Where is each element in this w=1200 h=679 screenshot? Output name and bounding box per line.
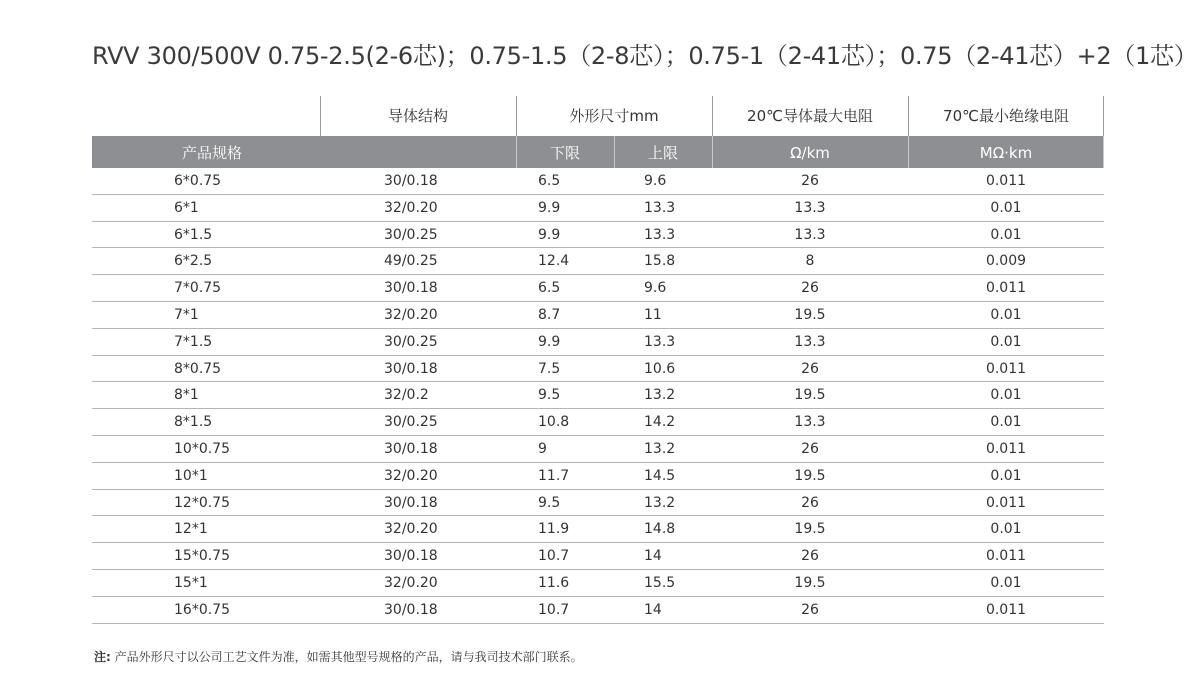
table-row <box>92 597 1104 624</box>
cell-r20: 13.3 <box>794 333 826 350</box>
cell-upper: 13.2 <box>644 440 676 457</box>
cell-lower: 11.7 <box>538 467 570 484</box>
cell-lower: 7.5 <box>538 360 561 377</box>
cell-spec: 10*0.75 <box>174 440 230 457</box>
cell-r20: 26 <box>801 173 819 189</box>
cell-spec: 15*1 <box>174 574 208 591</box>
cell-r20: 26 <box>801 601 819 618</box>
cell-spec: 8*0.75 <box>174 360 222 377</box>
table-row <box>92 570 1104 597</box>
cell-spec: 6*0.75 <box>174 173 222 189</box>
cell-spec: 6*1 <box>174 199 199 216</box>
table-row <box>92 490 1104 517</box>
cell-upper: 13.2 <box>644 387 676 404</box>
cell-lower: 10.7 <box>538 548 570 565</box>
cell-r20: 26 <box>801 494 819 511</box>
cell-r20: 19.5 <box>794 306 826 323</box>
table-row <box>92 329 1104 356</box>
table-header-bar <box>92 136 1104 168</box>
cell-upper: 14.2 <box>644 414 676 431</box>
cell-r70: 0.011 <box>985 360 1027 377</box>
header-dimension: 外形尺寸mm <box>569 107 659 125</box>
cell-r20: 13.3 <box>794 414 826 431</box>
cell-r20: 13.3 <box>794 199 826 216</box>
cell-upper: 13.2 <box>644 494 676 511</box>
cell-conductor: 30/0.25 <box>384 226 438 243</box>
cell-spec: 6*1.5 <box>174 226 213 243</box>
spec-table <box>92 96 1104 624</box>
cell-r70: 0.01 <box>990 333 1022 350</box>
table-row <box>92 356 1104 383</box>
cell-conductor: 30/0.18 <box>384 440 438 457</box>
table-row <box>92 302 1104 329</box>
cell-spec: 7*0.75 <box>174 280 222 297</box>
cell-r70: 0.01 <box>990 414 1022 431</box>
header-unit-mohm: MΩ·km <box>979 144 1033 162</box>
cell-r70: 0.01 <box>990 199 1022 216</box>
cell-conductor: 30/0.25 <box>384 414 438 431</box>
cell-lower: 9.5 <box>538 494 561 511</box>
header-unit-ohm: Ω/km <box>790 144 830 162</box>
cell-r70: 0.01 <box>990 521 1022 538</box>
cell-r20: 26 <box>801 548 819 565</box>
cell-upper: 15.8 <box>644 253 676 270</box>
header-upper: 上限 <box>647 144 678 162</box>
footnote <box>94 648 583 665</box>
cell-conductor: 30/0.18 <box>384 494 438 511</box>
cell-spec: 8*1.5 <box>174 414 213 431</box>
table-row <box>92 195 1104 222</box>
cell-conductor: 32/0.20 <box>384 521 438 538</box>
cell-conductor: 30/0.18 <box>384 280 438 297</box>
cell-upper: 14 <box>644 601 662 618</box>
cell-lower: 6.5 <box>538 173 561 189</box>
cell-r70: 0.01 <box>990 574 1022 591</box>
cell-r70: 0.009 <box>985 253 1027 270</box>
cell-upper: 14.5 <box>644 467 676 484</box>
table-header-top <box>92 96 1104 136</box>
table-row <box>92 543 1104 570</box>
cell-upper: 14.8 <box>644 521 676 538</box>
table-row <box>92 409 1104 436</box>
table-row <box>92 382 1104 409</box>
cell-r20: 19.5 <box>794 467 826 484</box>
cell-lower: 11.6 <box>538 574 570 591</box>
cell-r70: 0.011 <box>985 440 1027 457</box>
cell-conductor: 49/0.25 <box>384 253 438 270</box>
cell-r20: 13.3 <box>794 226 826 243</box>
cell-r20: 19.5 <box>794 387 826 404</box>
header-spec: 产品规格 <box>181 144 242 162</box>
cell-r70: 0.011 <box>985 280 1027 297</box>
cell-r70: 0.011 <box>985 173 1027 189</box>
table-row <box>92 275 1104 302</box>
cell-lower: 11.9 <box>538 521 570 538</box>
cell-conductor: 32/0.2 <box>384 387 429 404</box>
cell-upper: 14 <box>644 548 662 565</box>
cell-spec: 7*1.5 <box>174 333 213 350</box>
table-row <box>92 463 1104 490</box>
cell-r70: 0.01 <box>990 387 1022 404</box>
cell-r70: 0.011 <box>985 494 1027 511</box>
cell-r20: 26 <box>801 440 819 457</box>
cell-r20: 26 <box>801 360 819 377</box>
cell-spec: 15*0.75 <box>174 548 230 565</box>
cell-lower: 8.7 <box>538 306 561 323</box>
cell-upper: 15.5 <box>644 574 676 591</box>
cell-r20: 8 <box>805 253 815 270</box>
table-row <box>92 516 1104 543</box>
cell-spec: 12*1 <box>174 521 208 538</box>
table-row <box>92 168 1104 195</box>
footnote-text: 产品外形尺寸以公司工艺文件为准，如需其他型号规格的产品，请与我司技术部门联系。 <box>114 650 583 664</box>
cell-spec: 16*0.75 <box>174 601 230 618</box>
cell-lower: 10.7 <box>538 601 570 618</box>
table-row <box>92 436 1104 463</box>
cell-r70: 0.011 <box>985 601 1027 618</box>
cell-upper: 13.3 <box>644 199 676 216</box>
cell-conductor: 30/0.18 <box>384 360 438 377</box>
cell-lower: 6.5 <box>538 280 561 297</box>
table-row <box>92 248 1104 275</box>
cell-conductor: 32/0.20 <box>384 306 438 323</box>
cell-r70: 0.01 <box>990 467 1022 484</box>
cell-r70: 0.01 <box>990 226 1022 243</box>
table-body <box>92 168 1104 624</box>
cell-lower: 10.8 <box>538 414 570 431</box>
cell-spec: 8*1 <box>174 387 199 404</box>
cell-conductor: 32/0.20 <box>384 199 438 216</box>
header-lower: 下限 <box>549 144 580 162</box>
cell-spec: 7*1 <box>174 306 199 323</box>
cell-r70: 0.01 <box>990 306 1022 323</box>
cell-lower: 12.4 <box>538 253 570 270</box>
cell-r70: 0.011 <box>985 548 1027 565</box>
cell-lower: 9.9 <box>538 199 561 216</box>
cell-upper: 11 <box>644 306 662 323</box>
page-title: RVV 300/500V 0.75-2.5(2-6芯)；0.75-1.5（2-8芯）；0.75-1（2-41芯）；0.75（2-41芯）+2（1芯） <box>92 42 1198 70</box>
table-row <box>92 222 1104 249</box>
header-insulation-70c: 70℃最小绝缘电阻 <box>943 107 1069 125</box>
cell-upper: 13.3 <box>644 333 676 350</box>
cell-spec: 10*1 <box>174 467 208 484</box>
cell-lower: 9.9 <box>538 333 561 350</box>
footnote-label: 注: <box>94 650 111 664</box>
cell-lower: 9.5 <box>538 387 561 404</box>
cell-r20: 19.5 <box>794 574 826 591</box>
cell-r20: 26 <box>801 280 819 297</box>
cell-conductor: 30/0.18 <box>384 548 438 565</box>
cell-conductor: 32/0.20 <box>384 467 438 484</box>
cell-spec: 12*0.75 <box>174 494 230 511</box>
cell-conductor: 30/0.18 <box>384 173 438 189</box>
header-resistance-20c: 20℃导体最大电阻 <box>747 107 873 125</box>
cell-conductor: 32/0.20 <box>384 574 438 591</box>
cell-lower: 9 <box>538 440 547 457</box>
cell-upper: 9.6 <box>644 280 667 297</box>
cell-conductor: 30/0.18 <box>384 601 438 618</box>
cell-lower: 9.9 <box>538 226 561 243</box>
cell-upper: 10.6 <box>644 360 676 377</box>
cell-upper: 13.3 <box>644 226 676 243</box>
cell-r20: 19.5 <box>794 521 826 538</box>
cell-upper: 9.6 <box>644 173 667 189</box>
header-conductor: 导体结构 <box>387 107 448 125</box>
cell-spec: 6*2.5 <box>174 253 213 270</box>
cell-conductor: 30/0.25 <box>384 333 438 350</box>
